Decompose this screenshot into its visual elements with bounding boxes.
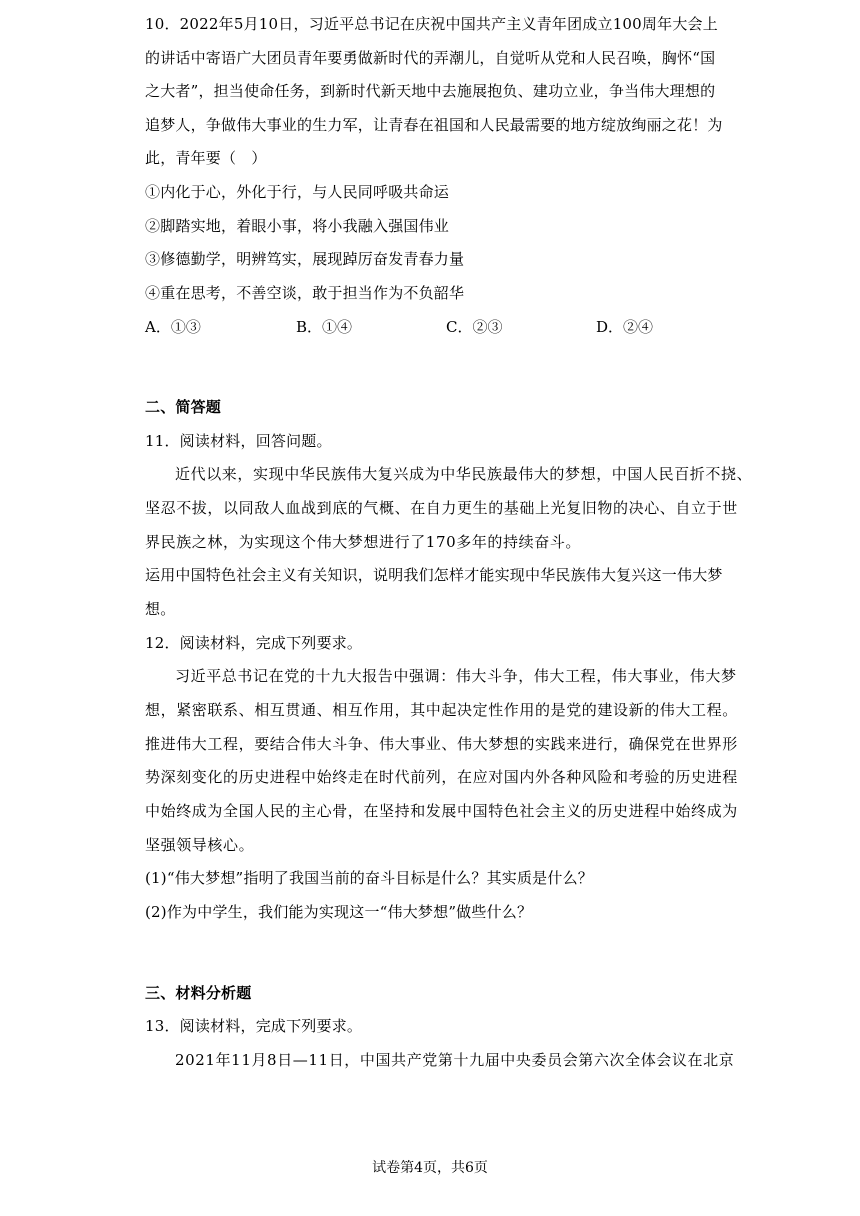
q10-line: 10．2022年5月10日，习近平总书记在庆祝中国共产主义青年团成立100周年大会上 <box>145 15 718 33</box>
q12-material-line: 坚强领导核心。 <box>145 836 255 854</box>
option-d: D．②④ <box>596 318 654 336</box>
section-title: 三、材料分析题 <box>145 984 252 1002</box>
q12-material-line: 推进伟大工程，要结合伟大斗争、伟大事业、伟大梦想的实践来进行，确保党在世界形 <box>145 735 738 753</box>
q12-subquestion: (1)“伟大梦想”指明了我国当前的奋斗目标是什么？其实质是什么？ <box>145 869 593 887</box>
q11-material-line: 坚忍不拔，以同敌人血战到底的气概、在自力更生的基础上光复旧物的决心、自立于世 <box>145 499 738 517</box>
q12-material-line: 中始终成为全国人民的主心骨，在坚持和发展中国特色社会主义的历史进程中始终成为 <box>145 802 738 820</box>
q10-line: 的讲话中寄语广大团员青年要勇做新时代的弄潮儿，自觉听从党和人民召唤，胸怀“国 <box>145 49 716 67</box>
q10-line: 之大者”，担当使命任务，到新时代新天地中去施展抱负、建功立业，争当伟大理想的 <box>145 82 716 100</box>
q11-prompt: 11．阅读材料，回答问题。 <box>145 432 332 450</box>
q10-statement: ③修德勤学，明辨笃实，展现踔厉奋发青春力量 <box>145 250 465 268</box>
q11-material-line: 界民族之林，为实现这个伟大梦想进行了170多年的持续奋斗。 <box>145 533 582 551</box>
option-c: C．②③ <box>446 318 503 336</box>
q13-material-line: 2021年11月8日—11日，中国共产党第十九届中央委员会第六次全体会议在北京 <box>175 1051 735 1069</box>
q12-material-line: 势深刻变化的历史进程中始终走在时代前列，在应对国内外各种风险和考验的历史进程 <box>145 768 738 786</box>
q10-line: 追梦人，争做伟大事业的生力军，让青春在祖国和人民最需要的地方绽放绚丽之花！为 <box>145 116 723 134</box>
q11-material-line: 近代以来，实现中华民族伟大复兴成为中华民族最伟大的梦想，中国人民百折不挠、 <box>175 465 753 483</box>
q10-statement: ①内化于心，外化于行，与人民同呼吸共命运 <box>145 183 450 201</box>
q12-prompt: 12．阅读材料，完成下列要求。 <box>145 634 363 652</box>
q12-material-line: 习近平总书记在党的十九大报告中强调：伟大斗争，伟大工程，伟大事业，伟大梦 <box>175 667 737 685</box>
option-a: A．①③ <box>145 318 201 336</box>
q10-statement: ②脚踏实地，着眼小事，将小我融入强国伟业 <box>145 217 450 235</box>
q11-question-line: 想。 <box>145 600 176 618</box>
option-b: B．①④ <box>296 318 353 336</box>
q10-line: 此，青年要（ ） <box>145 149 267 167</box>
q12-material-line: 想，紧密联系、相互贯通、相互作用，其中起决定性作用的是党的建设新的伟大工程。 <box>145 701 738 719</box>
q12-subquestion: (2)作为中学生，我们能为实现这一“伟大梦想”做些什么？ <box>145 903 533 921</box>
page-footer: 试卷第4页，共6页 <box>372 1160 488 1176</box>
section-title: 二、简答题 <box>145 398 222 416</box>
q13-prompt: 13．阅读材料，完成下列要求。 <box>145 1017 363 1035</box>
q11-question-line: 运用中国特色社会主义有关知识，说明我们怎样才能实现中华民族伟大复兴这一伟大梦 <box>145 566 723 584</box>
q10-statement: ④重在思考，不善空谈，敢于担当作为不负韶华 <box>145 284 465 302</box>
